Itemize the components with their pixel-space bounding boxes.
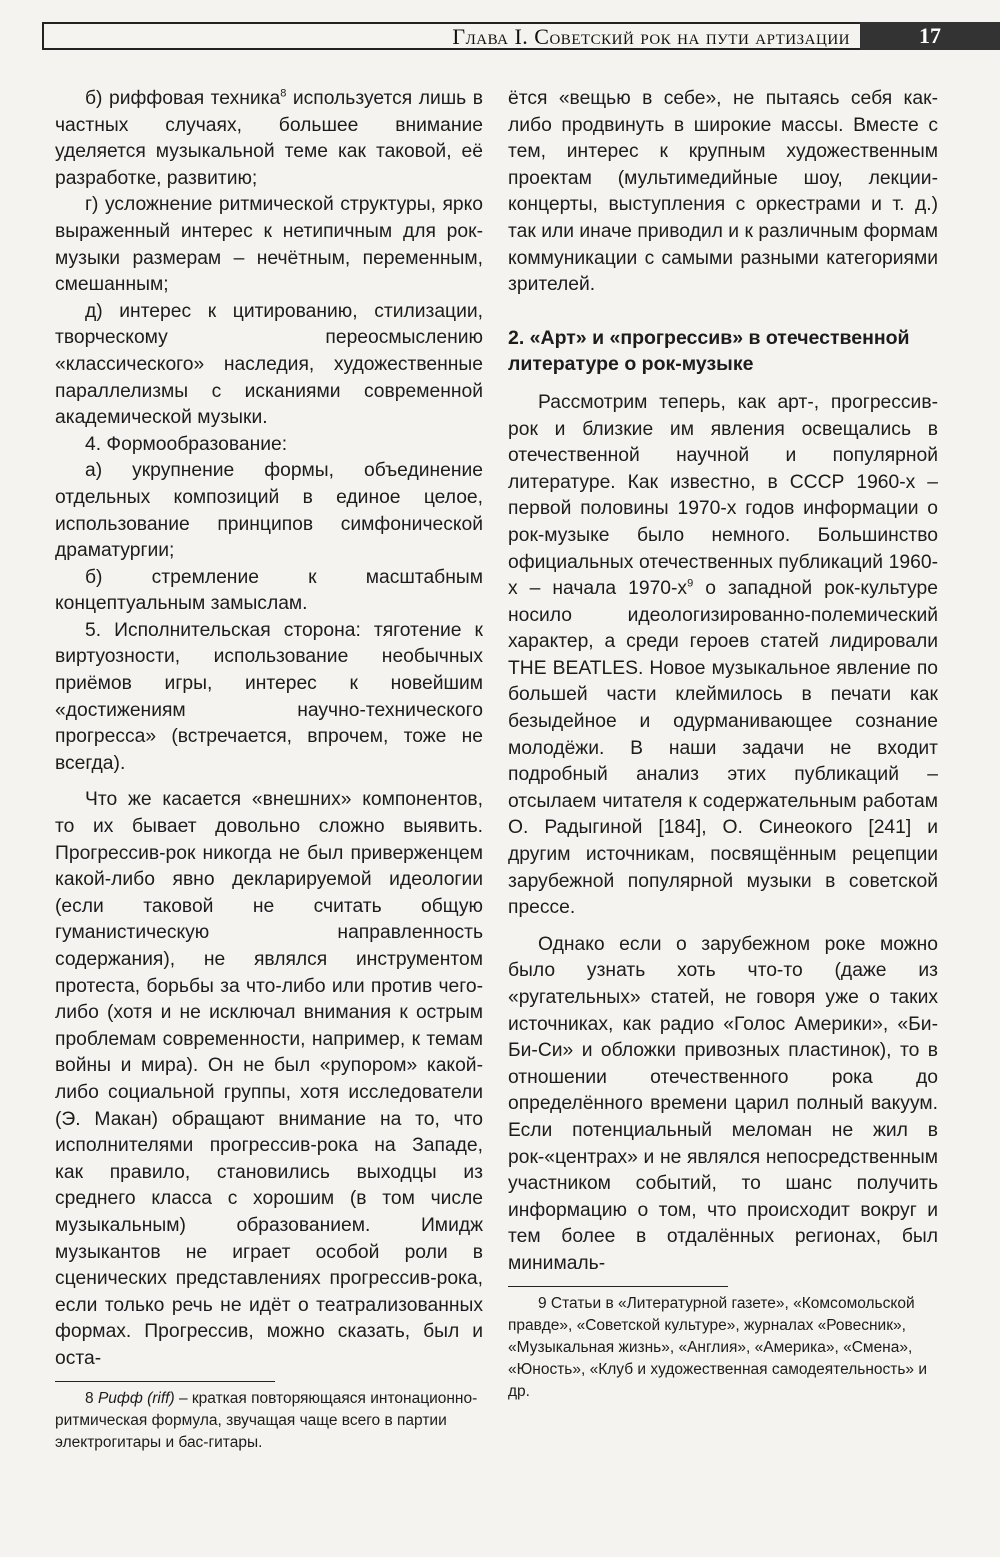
footnote-ref: 9 <box>687 577 694 590</box>
footnote-divider <box>55 1381 275 1382</box>
chapter-title: Глава I. Советский рок на пути артизации <box>452 24 850 49</box>
page-number: 17 <box>860 22 1000 50</box>
right-column <box>508 86 938 1403</box>
section-heading: 2. «Арт» и «прогрессив» в отечественной литературе о рок-музыке <box>508 326 910 376</box>
paragraph: г) усложнение ритмической структуры, ярко выраженный интерес к нетипичным для рок-музыки размерам – нечётным, переменным, смешанным; <box>55 194 483 296</box>
paragraph: д) интерес к цитированию, стилизации, творческому переосмыслению «классического» наследия, художественные параллелизмы с исканиями современной академической музыки. <box>55 300 483 429</box>
paragraph: б) стремление к масштабным концептуальным замыслам. <box>55 566 483 615</box>
page-header <box>42 22 1000 54</box>
footnote-9: 9 Статьи в «Литературной газете», «Комсомольской правде», «Советской культуре», журналах «Ровесник», «Музыкальная жизнь», «Англия», «Америка», «Смена», «Юность», «Клуб и художественная самодеятельность» и др. <box>508 1294 928 1400</box>
paragraph: Что же касается «внешних» компонентов, то их бывает довольно сложно выявить. Прогрессив-рок никогда не был приверженцем какой-либо явно декларируемой идеологии (если таковой не считать общую гуманистическую направленность содержания), не являлся инструментом протеста, борьбы за что-либо или против чего-либо (хотя и не исключал внимания к острым проблемам современности, например, к темам войны и мира). Он не был «рупором» какой-либо социальной группы, хотя исследователи (Э. Макан) обращают внимание на то, что исполнителями прогрессив-рока на Западе, как правило, становились выходцы из среднего класса с хорошим (в том числе музыкальным) образованием. Имидж музыкантов не играет особой роли в сценических представлениях прогрессив-рока, если только речь не идёт о театрализованных формах. Прогрессив, можно сказать, был и оста- <box>55 789 483 1369</box>
paragraph: 5. Исполнительская сторона: тяготение к виртуозности, использование необычных приёмов игры, интерес к новейшим «достижениям научно-технического прогресса» (встречается, впрочем, тоже не всегда). <box>55 619 483 774</box>
paragraph: Рассмотрим теперь, как арт-, прогрессив-рок и близкие им явления освещались в отечественной научной и популярной литературе. Как известно, в СССР 1960-х – первой половины 1970-х годов информации о рок-музыке было немного. Большинство официальных отечественных публикаций 1960-х – начала $1970-х^9$ о западной рок-культуре носило идеологизированно-полемический характер, а среди героев статей лидировали THE BEATLES. Новое музыкальное явление по большей части клеймилось в печати как безыдейное и одурманивающее сознание молодёжи. В наши задачи не входит подробный анализ этих публикаций – отсылаем читателя к содержательным работам О. Радыгиной [184], О. Синеокого [241] и другим источникам, посвящённым рецепции зарубежной популярной музыки в советской прессе. <box>508 391 938 919</box>
paragraph: 4. Формообразование: <box>85 433 288 455</box>
paragraph: б) риффовая техника$^8$ используется лишь в частных случаях, большее внимание уделяется музыкальной теме как таковой, её разработке, развитию; <box>55 87 484 189</box>
paragraph: Однако если о зарубежном роке можно было узнать хоть что-то (даже из «ругательных» статей, не говоря уже о таких источниках, как радио «Голос Америки», «Би-Би-Си» и обложки привозных пластинок), то в отношении отечественного рока до определённого времени царил полный вакуум. Если потенциальный меломан не жил в рок-«центрах» и не являлся непосредственным участником событий, то шанс получить информацию о том, что происходит вокруг и тем более в отдалённых регионах, был минималь- <box>508 933 938 1274</box>
footnote-ref: 8 <box>280 87 287 100</box>
left-column <box>55 86 483 1454</box>
footnote-8: 8 Рифф (riff) – краткая повторяющаяся интонационно-ритмическая формула, звучащая чаще всего в партии электрогитары и бас-гитары. <box>55 1389 478 1451</box>
paragraph: а) укрупнение формы, объединение отдельных композиций в единое целое, использование принципов симфонической драматургии; <box>55 460 483 562</box>
paragraph: ётся «вещью в себе», не пытаясь себя как-либо продвинуть в широкие массы. Вместе с тем, интерес к крупным художественным проектам (мультимедийные шоу, лекции-концерты, выступления с оркестрами и т. д.) так или иначе приводил и к различным формам коммуникации с самыми разными категориями зрителей. <box>508 88 938 296</box>
footnote-divider <box>508 1286 728 1287</box>
